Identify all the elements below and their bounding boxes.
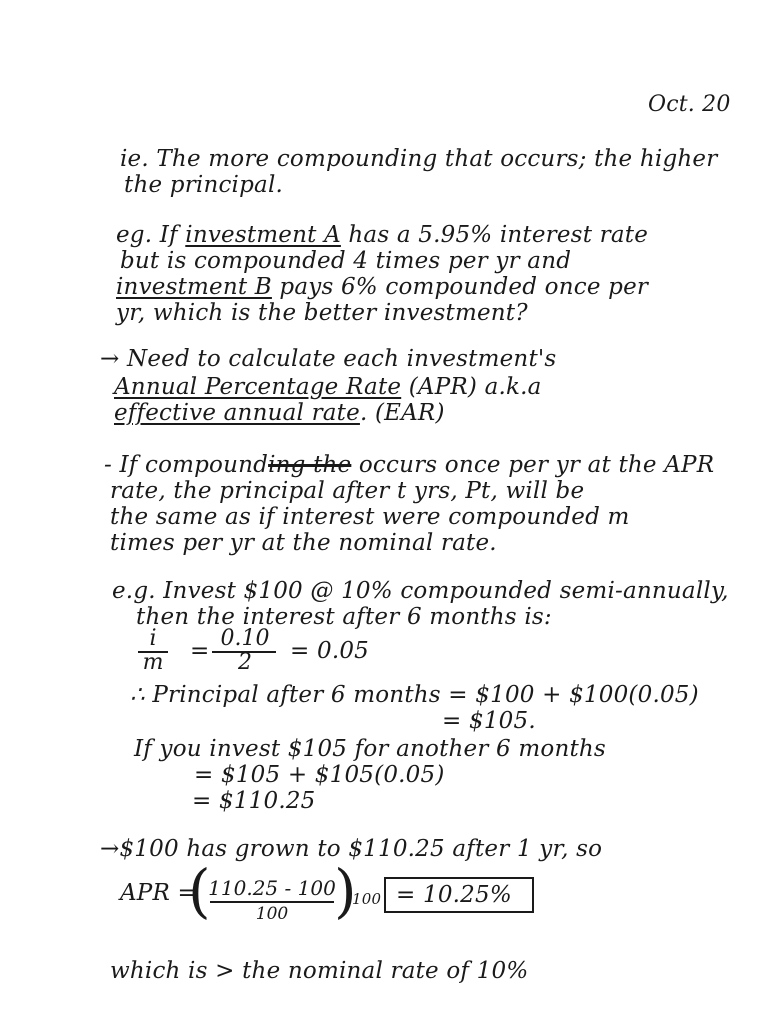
- date-label: Oct. 20: [648, 92, 731, 117]
- result-box: = 10.25%: [384, 877, 534, 913]
- fraction-denominator: m: [142, 650, 164, 675]
- note-line: = 0.05: [290, 638, 369, 664]
- fraction-denominator: 100: [255, 904, 289, 924]
- fraction-bar: [210, 901, 334, 903]
- note-text: occurs once per yr at the APR: [351, 452, 715, 478]
- note-line: [114, 400, 445, 426]
- note-text: pays 6% compounded once per: [271, 274, 649, 300]
- arrow-icon: →: [100, 346, 120, 372]
- note-line: [116, 222, 648, 248]
- note-line: ie. The more compounding that occurs; the higher: [120, 146, 718, 172]
- note-line: yr, which is the better investment?: [116, 300, 528, 326]
- left-parenthesis: (: [188, 857, 211, 925]
- note-line: times per yr at the nominal rate.: [110, 530, 497, 556]
- note-line: then the interest after 6 months is:: [136, 604, 552, 630]
- fraction-numerator: 0.10: [220, 626, 270, 651]
- note-line: the principal.: [124, 172, 284, 198]
- note-line: = $105.: [442, 708, 536, 734]
- underlined-term: investment A: [185, 222, 341, 248]
- note-text: eg. If: [116, 222, 186, 248]
- note-line: rate, the principal after t yrs, Pt, will be: [110, 478, 585, 504]
- fraction-numerator: 110.25 - 100: [208, 876, 336, 900]
- right-parenthesis: ): [334, 857, 357, 925]
- underlined-term: investment B: [116, 274, 272, 300]
- note-text: - If compound: [104, 452, 269, 478]
- apr-label: APR =: [120, 880, 197, 906]
- note-text: . (EAR): [359, 400, 445, 426]
- note-line: [114, 374, 542, 400]
- note-text: has a 5.95% interest rate: [340, 222, 649, 248]
- note-line: e.g. Invest $100 @ 10% compounded semi-annually,: [112, 578, 729, 604]
- note-line: →$100 has grown to $110.25 after 1 yr, so: [100, 836, 603, 862]
- underlined-term: Annual Percentage Rate: [114, 374, 402, 400]
- fraction-denominator: 2: [238, 650, 252, 675]
- fraction-numerator: i: [149, 626, 157, 651]
- note-line: but is compounded 4 times per yr and: [120, 248, 572, 274]
- note-line: If you invest $105 for another 6 months: [134, 736, 606, 762]
- note-line: = $110.25: [192, 788, 316, 814]
- note-line: ∴ Principal after 6 months = $100 + $100(0.05): [130, 682, 699, 708]
- note-line: which is > the nominal rate of 10%: [110, 958, 529, 984]
- note-line: [100, 346, 556, 372]
- note-line: = $105 + $105(0.05): [194, 762, 445, 788]
- note-line: [104, 452, 714, 478]
- multiplier: 100: [352, 890, 382, 908]
- note-line: the same as if interest were compounded m: [110, 504, 630, 530]
- equals-sign: =: [190, 638, 210, 664]
- note-line: [116, 274, 648, 300]
- underlined-term: effective annual rate: [114, 400, 360, 426]
- note-text: (APR) a.k.a: [401, 374, 542, 400]
- crossed-out-text: ing the: [268, 452, 352, 478]
- note-text: Need to calculate each investment's: [127, 346, 557, 372]
